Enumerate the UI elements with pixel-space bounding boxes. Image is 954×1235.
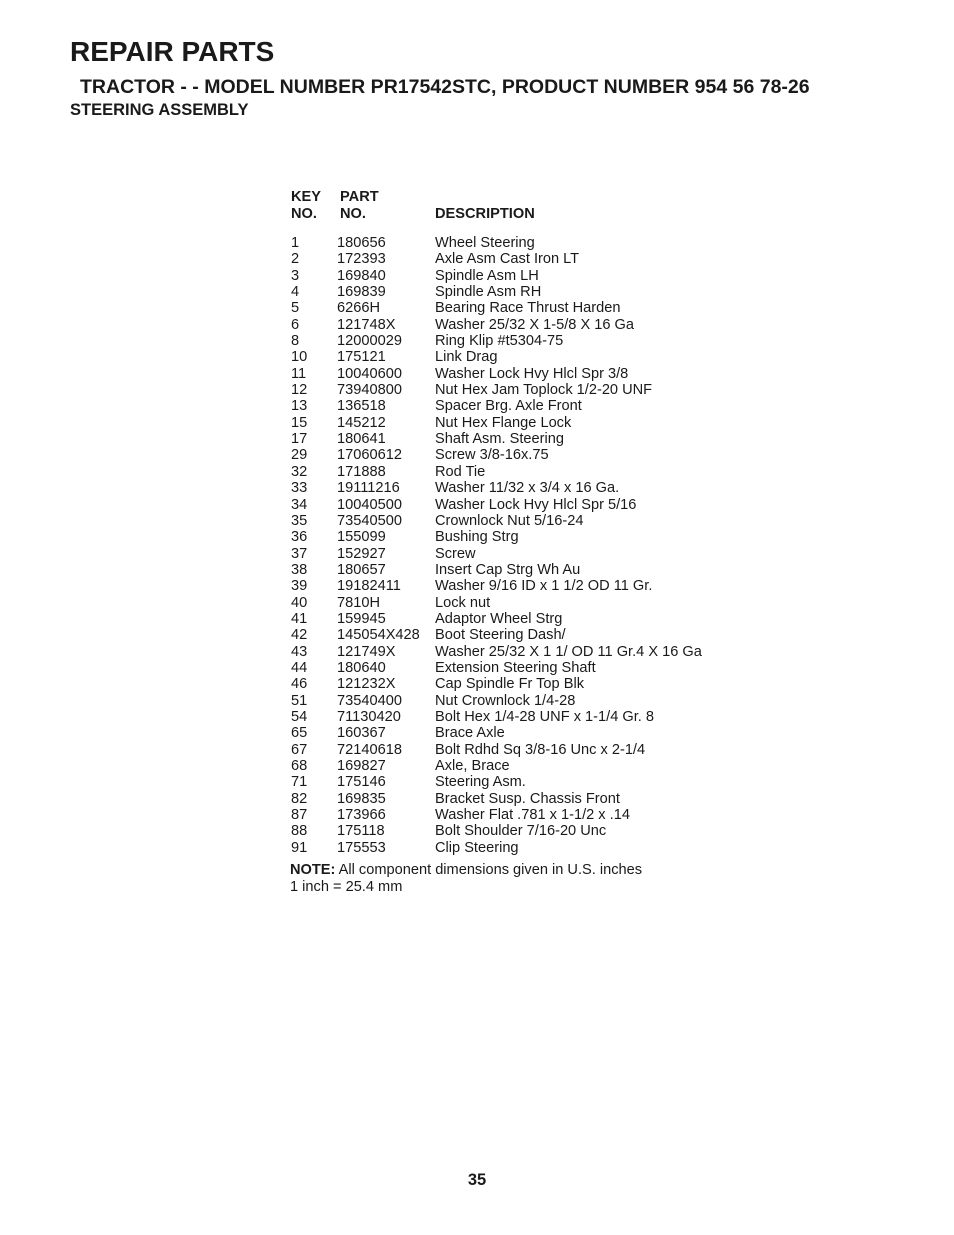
part-description: Wheel Steering [435, 235, 535, 251]
key-no: 12 [291, 382, 308, 399]
part-no: 173966 [337, 807, 386, 824]
key-no: 71 [291, 774, 308, 791]
key-no: 34 [291, 496, 308, 513]
key-no: 51 [291, 692, 308, 709]
part-no: 169840 [337, 267, 386, 284]
part-no: 19111216 [337, 480, 400, 497]
part-no: 145054X428 [337, 627, 420, 644]
part-no: 12000029 [337, 333, 402, 350]
part-description: Spindle Asm RH [435, 284, 542, 301]
key-no: 2 [291, 251, 300, 268]
part-description: Lock nut [435, 594, 491, 611]
part-description: Boot Steering Dash/ [435, 627, 566, 644]
part-description: Adaptor Wheel Strg [435, 610, 563, 627]
part-description: Washer 25/32 X 1 1/ OD 11 Gr.4 X 16 Ga [435, 643, 702, 660]
key-no: 65 [291, 725, 308, 742]
note-label: NOTE: [290, 862, 336, 878]
part-description: Insert Cap Strg Wh Au [435, 561, 581, 578]
part-description: Washer 11/32 x 3/4 x 16 Ga. [435, 480, 620, 497]
key-no: 68 [291, 758, 308, 774]
note [290, 862, 642, 895]
key-no: 4 [291, 284, 300, 301]
part-description: Axle, Brace [435, 758, 510, 774]
part-description: Extension Steering Shaft [435, 659, 596, 676]
part-no: 121232X [337, 676, 396, 693]
part-description: Washer Flat .781 x 1-1/2 x .14 [435, 807, 630, 824]
part-description: Nut Crownlock 1/4-28 [435, 692, 576, 709]
key-no: 36 [291, 529, 308, 546]
key-header-line2: NO. [291, 206, 317, 222]
key-no: 13 [291, 398, 308, 415]
part-no: 171888 [337, 463, 386, 480]
key-no: 88 [291, 823, 308, 840]
key-no: 35 [291, 512, 308, 529]
part-header-line1: PART [340, 189, 379, 205]
part-description: Axle Asm Cast Iron LT [435, 251, 580, 268]
part-description: Link Drag [435, 349, 498, 366]
part-no: 175553 [337, 839, 386, 856]
model-subtitle: TRACTOR - - MODEL NUMBER PR17542STC, PRODUCT NUMBER 954 56 78-26 [80, 76, 810, 98]
part-description: Nut Hex Jam Toplock 1/2-20 UNF [435, 382, 653, 399]
part-description: Washer Lock Hvy Hlcl Spr 3/8 [435, 365, 629, 382]
part-description: Shaft Asm. Steering [435, 431, 564, 448]
note-conversion: 1 inch = 25.4 mm [290, 878, 403, 895]
key-no: 29 [291, 447, 308, 464]
part-no: 180640 [337, 659, 386, 676]
part-no: 71130420 [337, 708, 401, 725]
part-description: Ring Klip #t5304-75 [435, 333, 564, 350]
key-no: 40 [291, 594, 308, 611]
part-description: Cap Spindle Fr Top Blk [435, 676, 584, 693]
part-no: 121749X [337, 643, 396, 660]
part-no: 121748X [337, 316, 396, 333]
key-no: 15 [291, 414, 308, 431]
part-no: 152927 [337, 545, 386, 562]
part-description: Spindle Asm LH [435, 267, 539, 284]
part-no: 10040600 [337, 365, 402, 382]
key-no: 1 [291, 235, 300, 251]
part-no: 17060612 [337, 447, 402, 464]
key-no: 3 [291, 267, 300, 284]
key-no: 37 [291, 545, 308, 562]
part-header-line2: NO. [340, 206, 366, 222]
part-no: 169827 [337, 758, 386, 774]
key-no: 10 [291, 349, 308, 366]
key-no: 17 [291, 431, 308, 448]
part-no: 145212 [337, 414, 386, 431]
part-no: 169839 [337, 284, 386, 301]
key-no: 42 [291, 627, 308, 644]
part-no: 7810H [337, 594, 381, 611]
key-no: 39 [291, 578, 308, 595]
part-description: Washer 9/16 ID x 1 1/2 OD 11 Gr. [435, 578, 653, 595]
page-number: 35 [467, 1171, 487, 1189]
part-description: Clip Steering [435, 839, 519, 856]
key-no: 87 [291, 807, 308, 824]
key-no: 6 [291, 316, 300, 333]
part-description: Nut Hex Flange Lock [435, 414, 572, 431]
part-no: 172393 [337, 251, 386, 268]
key-no: 44 [291, 659, 308, 676]
part-description: Brace Axle [435, 725, 505, 742]
key-no: 11 [291, 365, 307, 382]
part-description: Steering Asm. [435, 774, 526, 791]
part-no: 73940800 [337, 382, 402, 399]
part-no: 175146 [337, 774, 386, 791]
part-description: Bracket Susp. Chassis Front [435, 790, 620, 807]
part-description: Washer 25/32 X 1-5/8 X 16 Ga [435, 316, 635, 333]
note-text: All component dimensions given in U.S. inches [335, 862, 643, 878]
part-description: Bolt Hex 1/4-28 UNF x 1-1/4 Gr. 8 [435, 708, 654, 725]
part-description: Bolt Shoulder 7/16-20 Unc [435, 823, 607, 840]
part-description: Spacer Brg. Axle Front [435, 398, 582, 415]
part-no: 155099 [337, 529, 386, 546]
part-no: 73540500 [337, 512, 402, 529]
part-description: Bolt Rdhd Sq 3/8-16 Unc x 2-1/4 [435, 741, 646, 758]
key-no: 91 [291, 839, 308, 856]
key-no: 46 [291, 676, 308, 693]
key-no: 32 [291, 463, 308, 480]
part-no: 10040500 [337, 496, 402, 513]
key-no: 38 [291, 561, 308, 578]
key-no: 41 [291, 610, 308, 627]
key-no: 33 [291, 480, 308, 497]
part-no: 136518 [337, 398, 386, 415]
part-description: Washer Lock Hvy Hlcl Spr 5/16 [435, 496, 637, 513]
part-description: Bushing Strg [435, 529, 519, 546]
part-description: Screw 3/8-16x.75 [435, 447, 549, 464]
key-no: 8 [291, 333, 300, 350]
part-no: 19182411 [337, 578, 401, 595]
part-description: Rod Tie [435, 463, 486, 480]
key-header-line1: KEY [291, 189, 322, 205]
part-no: 180656 [337, 235, 386, 251]
description-header: DESCRIPTION [435, 206, 535, 222]
key-no: 43 [291, 643, 308, 660]
part-no: 72140618 [337, 741, 402, 758]
key-no: 82 [291, 790, 308, 807]
part-no: 175121 [337, 349, 386, 366]
part-no: 175118 [337, 823, 385, 840]
part-no: 180657 [337, 561, 386, 578]
key-no: 5 [291, 300, 300, 317]
part-description: Crownlock Nut 5/16-24 [435, 512, 584, 529]
key-no: 54 [291, 708, 308, 725]
part-description: Screw [435, 545, 476, 562]
part-no: 6266H [337, 300, 381, 317]
part-description: Bearing Race Thrust Harden [435, 300, 621, 317]
part-no: 159945 [337, 610, 386, 627]
section-title: STEERING ASSEMBLY [70, 101, 249, 119]
page-title: REPAIR PARTS [70, 36, 275, 67]
part-no: 160367 [337, 725, 386, 742]
part-no: 180641 [337, 431, 386, 448]
part-no: 169835 [337, 790, 386, 807]
part-no: 73540400 [337, 692, 402, 709]
key-no: 67 [291, 741, 308, 758]
